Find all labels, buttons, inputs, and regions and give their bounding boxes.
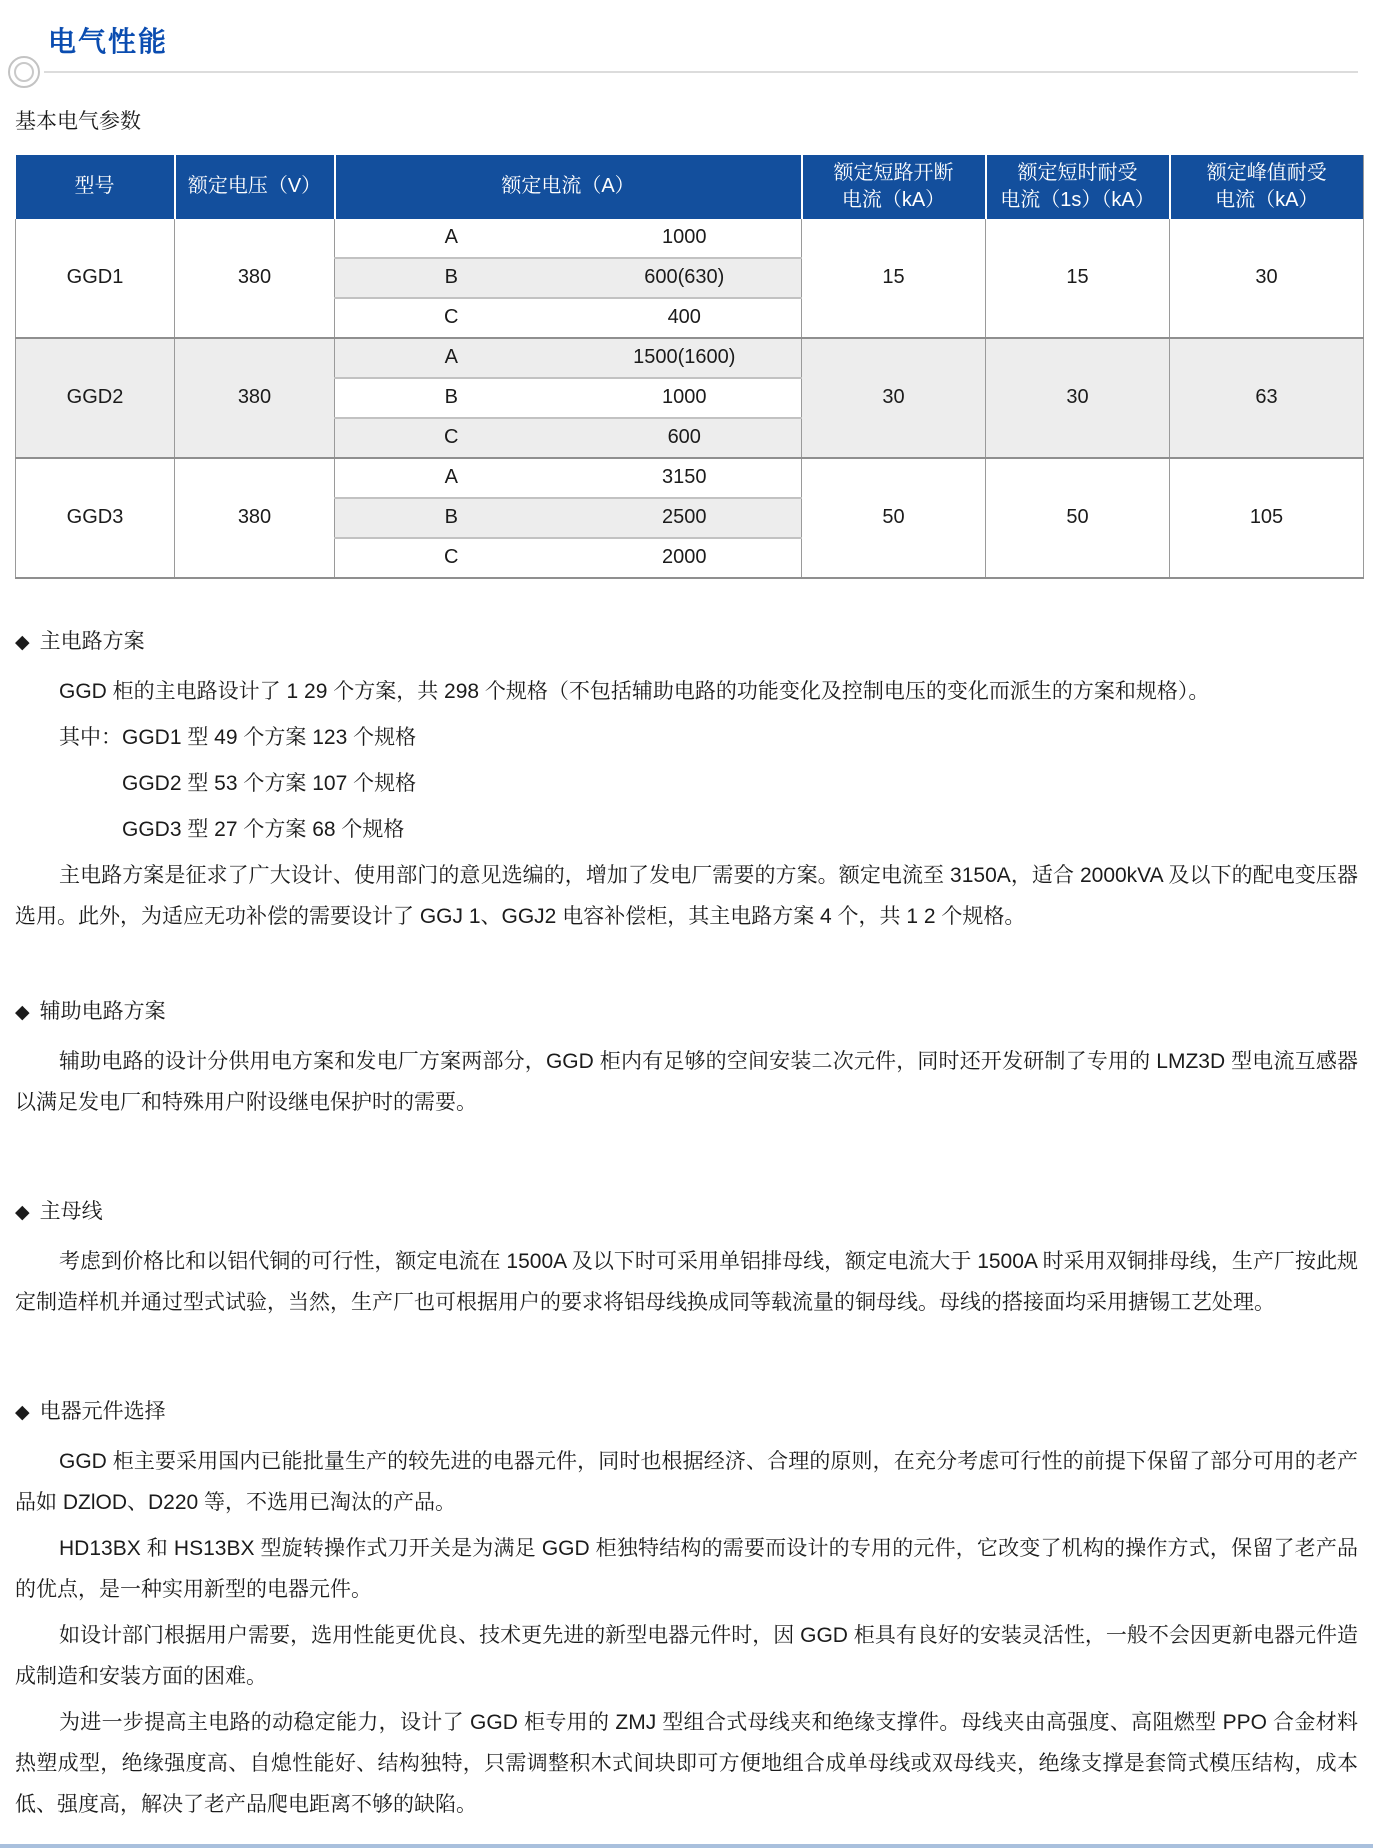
section-main-circuit [15, 625, 1358, 937]
paragraph: 主电路方案是征求了广大设计、使用部门的意见选编的，增加了发电厂需要的方案。额定电流至 3150A，适合 2000kVA 及以下的配电变压器选用。此外，为适应无功补偿的需要设计了 GGJ 1、GGJ2 电容补偿柜，其主电路方案 4 个，共 1 2 个规格。 [15, 863, 1358, 928]
cell-grade: B [335, 258, 568, 298]
page-title: 电气性能 [48, 26, 169, 57]
cell-breaking: 15 [802, 219, 986, 338]
col-header-breaking-line2: 电流（kA） [841, 188, 946, 211]
cell-current: 3150 [568, 458, 802, 498]
section-component-selection [15, 1395, 1358, 1825]
section-heading-label: 主母线 [39, 1199, 103, 1223]
title-rule [0, 51, 1373, 93]
diamond-icon: ◆ [15, 631, 30, 653]
cell-current: 1000 [568, 378, 802, 418]
col-header-current: 额定电流（A） [335, 155, 802, 219]
cell-short-time: 30 [986, 338, 1170, 458]
cell-current: 600 [568, 418, 802, 458]
cell-model: GGD1 [16, 219, 175, 338]
cell-peak: 30 [1170, 219, 1364, 338]
cell-breaking: 50 [802, 458, 986, 578]
paragraph: 考虑到价格比和以铝代铜的可行性，额定电流在 1500A 及以下时可采用单铝排母线，额定电流大于 1500A 时采用双铜排母线，生产厂按此规定制造样机并通过型式试验，当然，生产厂也可根据用户的要求将铝母线换成同等载流量的铜母线。母线的搭接面均采用搪锡工艺处理。 [15, 1249, 1358, 1314]
cell-grade: A [335, 219, 568, 258]
paragraph: GGD 柜的主电路设计了 1 29 个方案，共 298 个规格（不包括辅助电路的功能变化及控制电压的变化而派生的方案和规格）。 [59, 679, 1210, 703]
col-header-model: 型号 [16, 155, 175, 219]
col-header-breaking-line1: 额定短路开断 [833, 161, 954, 184]
cell-current: 400 [568, 298, 802, 338]
cell-grade: A [335, 338, 568, 378]
section-heading [15, 1195, 1358, 1225]
paragraph: GGD3 型 27 个方案 68 个规格 [122, 817, 405, 841]
cell-current: 2000 [568, 538, 802, 578]
col-header-peak-line1: 额定峰值耐受 [1206, 161, 1327, 184]
cell-grade: B [335, 498, 568, 538]
cell-current: 2500 [568, 498, 802, 538]
table-caption: 基本电气参数 [15, 109, 141, 133]
cell-short-time: 15 [986, 219, 1170, 338]
section-heading [15, 995, 1358, 1025]
section-heading [15, 625, 1358, 655]
cell-voltage: 380 [175, 219, 335, 338]
section-main-busbar [15, 1195, 1358, 1323]
cell-voltage: 380 [175, 338, 335, 458]
col-header-short-time-line2: 电流（1s）（kA） [1000, 188, 1155, 211]
cell-current: 1000 [568, 219, 802, 258]
paragraph: 辅助电路的设计分供用电方案和发电厂方案两部分，GGD 柜内有足够的空间安装二次元件，同时还开发研制了专用的 LMZ3D 型电流互感器以满足发电厂和特殊用户附设继电保护时的需要。 [15, 1049, 1358, 1114]
table-header-row [16, 155, 1364, 219]
cell-peak: 63 [1170, 338, 1364, 458]
col-header-breaking-current [802, 155, 986, 219]
paragraph: 如设计部门根据用户需要，选用性能更优良、技术更先进的新型电器元件时，因 GGD 柜具有良好的安装灵活性，一般不会因更新电器元件造成制造和安装方面的困难。 [15, 1623, 1358, 1688]
paragraph: 其中：GGD1 型 49 个方案 123 个规格 [59, 725, 417, 749]
diamond-icon: ◆ [15, 1401, 30, 1423]
cell-grade: C [335, 538, 568, 578]
table-row [16, 338, 1364, 378]
cell-current: 600(630) [568, 258, 802, 298]
page-bottom-rule [0, 1844, 1373, 1848]
cell-model: GGD3 [16, 458, 175, 578]
paragraph: HD13BX 和 HS13BX 型旋转操作式刀开关是为满足 GGD 柜独特结构的需要而设计的专用的元件，它改变了机构的操作方式，保留了老产品的优点，是一种实用新型的电器元件。 [15, 1536, 1358, 1601]
col-header-peak-current [1170, 155, 1364, 219]
cell-model: GGD2 [16, 338, 175, 458]
diamond-icon: ◆ [15, 1001, 30, 1023]
section-auxiliary-circuit [15, 995, 1358, 1123]
cell-grade: C [335, 298, 568, 338]
cell-current: 1500(1600) [568, 338, 802, 378]
paragraph: GGD 柜主要采用国内已能批量生产的较先进的电器元件，同时也根据经济、合理的原则，在充分考虑可行性的前提下保留了部分可用的老产品如 DZlOD、D220 等，不选用已淘汰的产品。 [15, 1449, 1358, 1514]
cell-grade: C [335, 418, 568, 458]
diamond-icon: ◆ [15, 1201, 30, 1223]
ring-inner-circle [14, 62, 34, 82]
col-header-short-time-line1: 额定短时耐受 [1017, 161, 1138, 184]
cell-grade: B [335, 378, 568, 418]
section-heading-label: 主电路方案 [39, 629, 145, 653]
paragraph: 为进一步提高主电路的动稳定能力，设计了 GGD 柜专用的 ZMJ 型组合式母线夹和绝缘支撑件。母线夹由高强度、高阻燃型 PPO 合金材料热塑成型，绝缘强度高、自熄性能好、结构独特，只需调整积木式间块即可方便地组合成单母线或双母线夹，绝缘支撑是套筒式模压结构，成本低、强度高，解决了老产品爬电距离不够的缺陷。 [15, 1710, 1358, 1816]
cell-peak: 105 [1170, 458, 1364, 578]
section-heading-label: 电器元件选择 [39, 1399, 166, 1423]
table-row [16, 458, 1364, 498]
electrical-parameters-table [15, 155, 1364, 579]
paragraph: GGD2 型 53 个方案 107 个规格 [122, 771, 417, 795]
section-heading [15, 1395, 1358, 1425]
col-header-voltage: 额定电压（V） [175, 155, 335, 219]
col-header-peak-line2: 电流（kA） [1215, 188, 1319, 211]
cell-voltage: 380 [175, 458, 335, 578]
cell-grade: A [335, 458, 568, 498]
cell-short-time: 50 [986, 458, 1170, 578]
cell-breaking: 30 [802, 338, 986, 458]
double-ring-icon [8, 56, 40, 88]
title-divider-line [44, 71, 1358, 73]
table-row [16, 219, 1364, 258]
col-header-short-time-current [986, 155, 1170, 219]
section-heading-label: 辅助电路方案 [39, 999, 166, 1023]
